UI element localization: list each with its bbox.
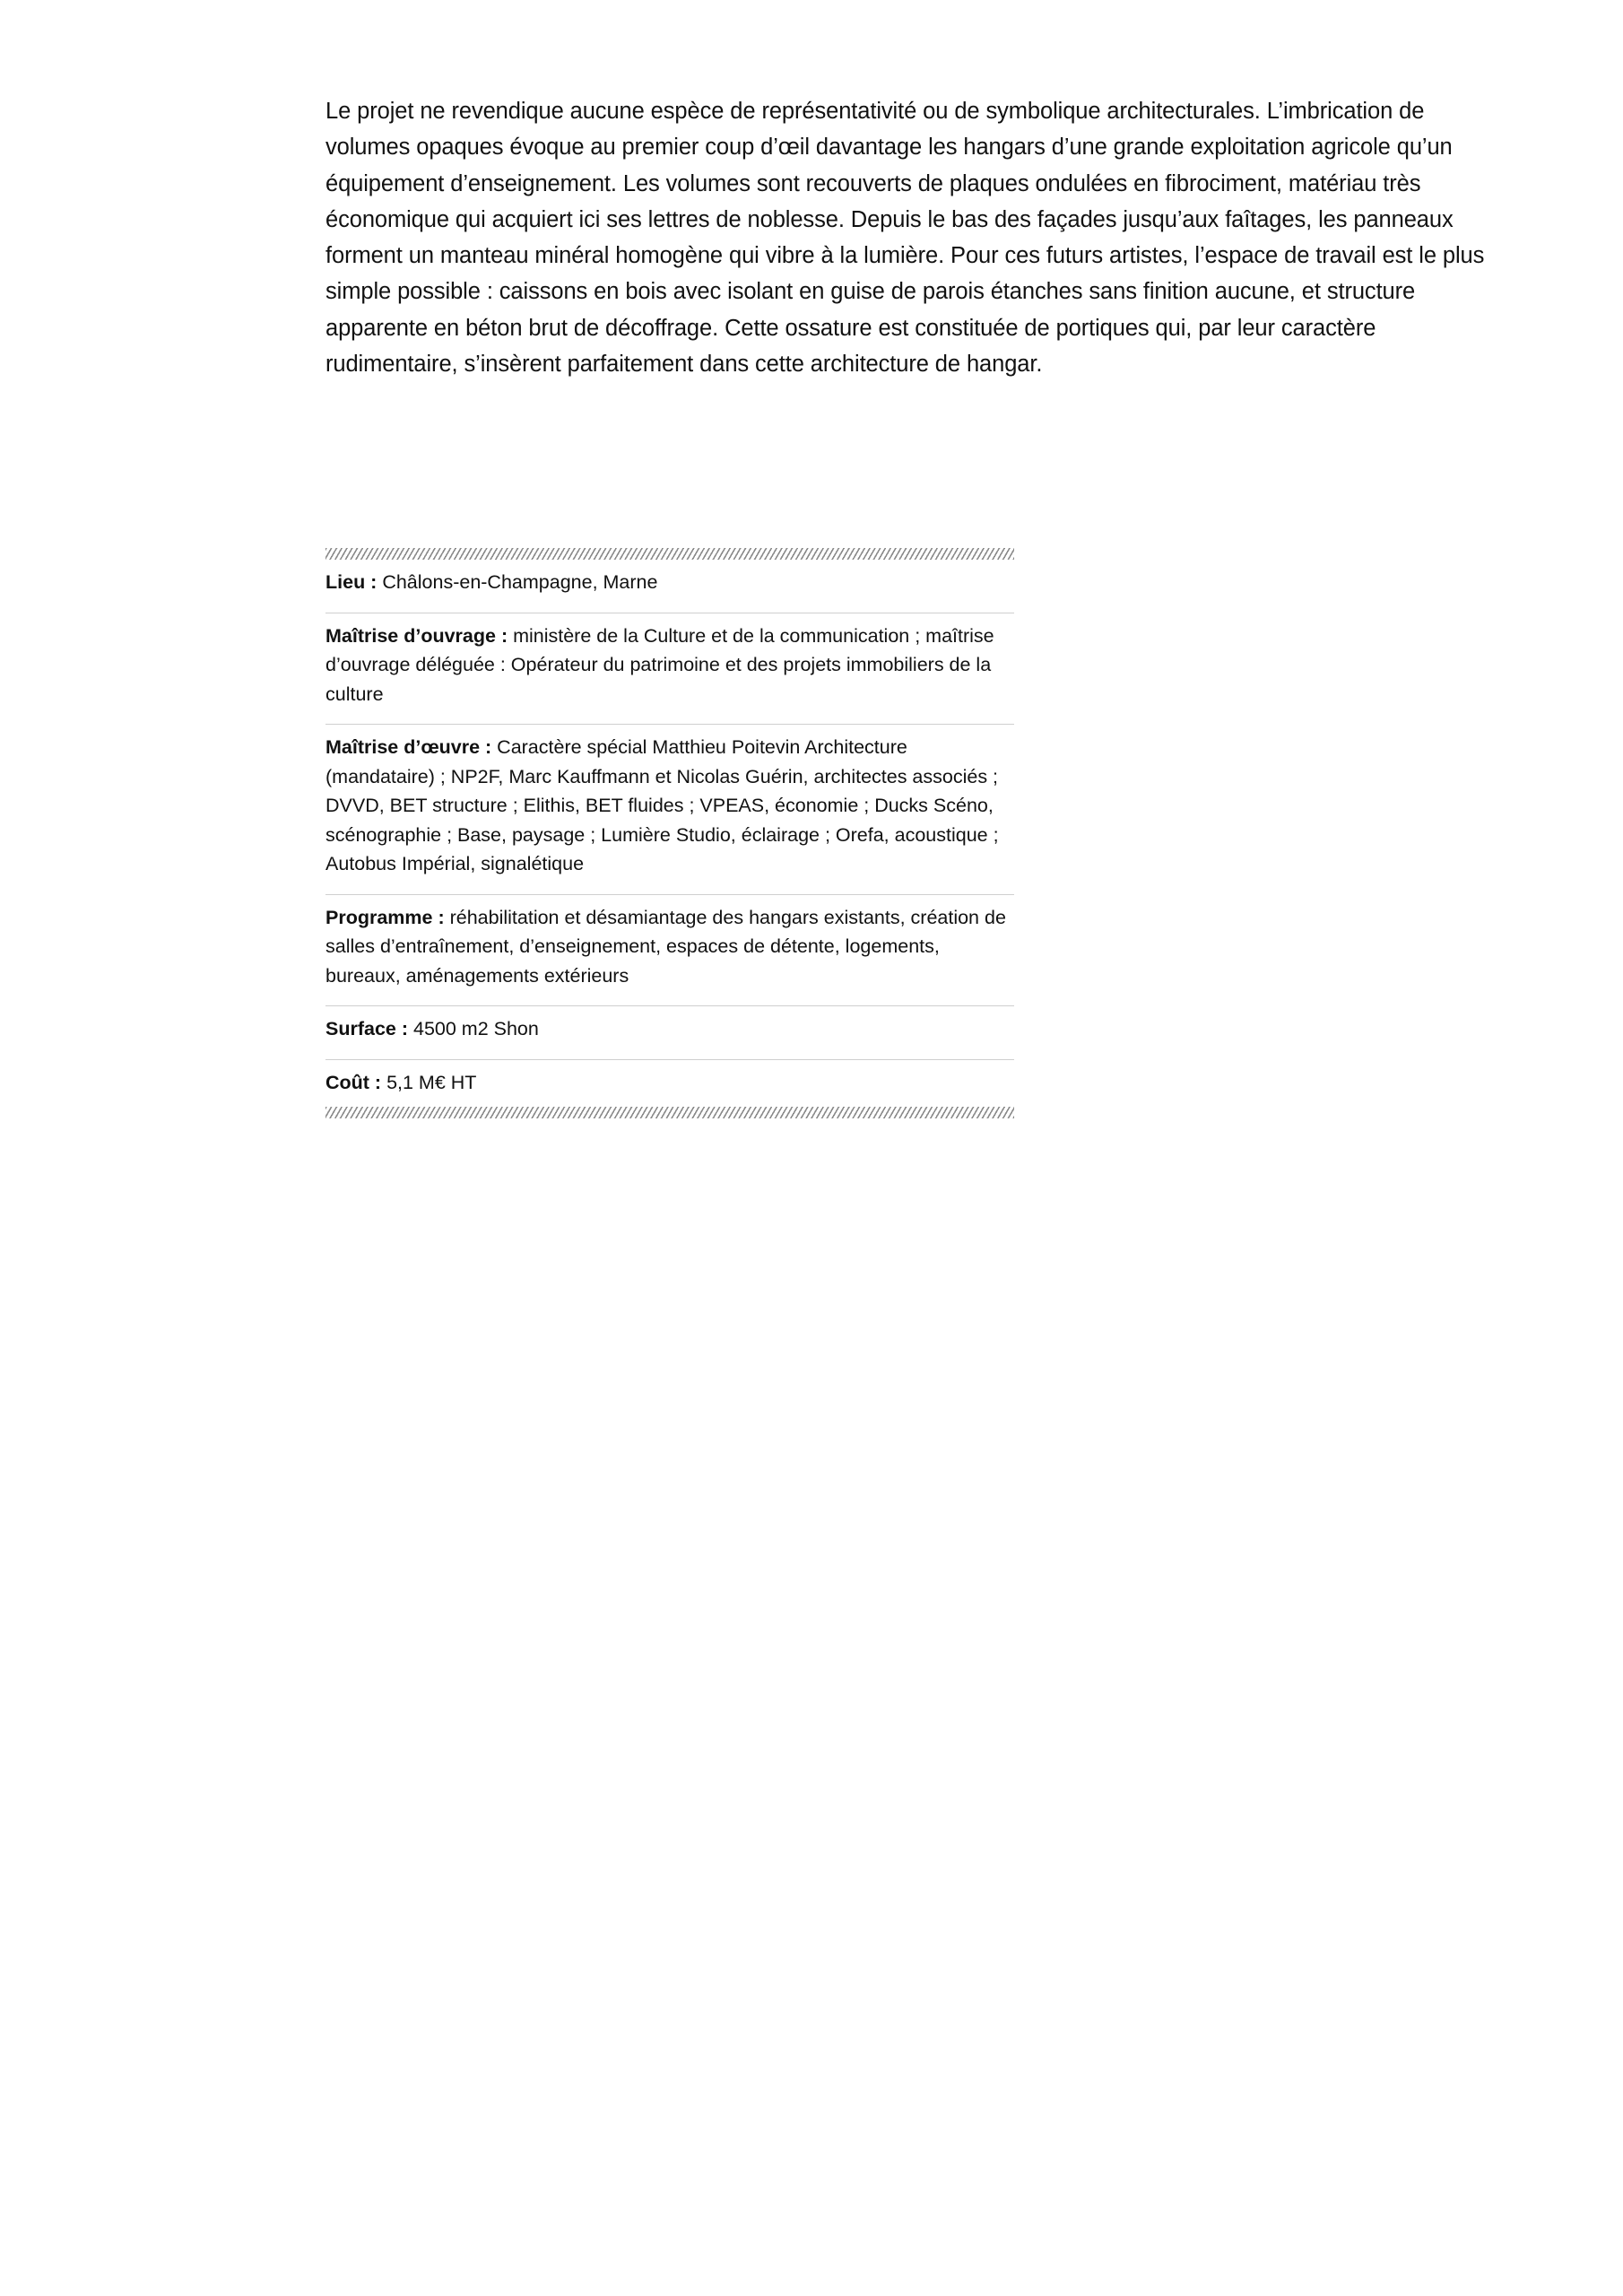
fact-label: Maîtrise d’ouvrage : xyxy=(325,624,508,647)
fact-label: Programme : xyxy=(325,906,445,928)
fact-program xyxy=(325,895,1014,1007)
fact-project-management xyxy=(325,725,1014,895)
project-description: Le projet ne revendique aucune espèce de représentativité ou de symbolique architecturales. L’imbrication de volumes opaques évoque au premier coup d’œil davantage les hangars d’une grande exploitation agricole qu’un équipement d’enseignement. Les volumes sont recouverts de plaques ondulées en fibrociment, matériau très économique qui acquiert ici ses lettres de noblesse. Depuis le bas des façades jusqu’aux faîtages, les panneaux forment un manteau minéral homogène qui vibre à la lumière. Pour ces futurs artistes, l’espace de travail est le plus simple possible : caissons en bois avec isolant en guise de parois étanches sans finition aucune, et structure apparente en béton brut de décoffrage. Cette ossature est constituée de portiques qui, par leur caractère rudimentaire, s’insèrent parfaitement dans cette architecture de hangar. xyxy=(325,99,1485,378)
fact-value: ministère de la Culture et de la communication ; maîtrise d’ouvrage déléguée : Opérateur du patrimoine et des projets immobiliers de la culture xyxy=(325,624,994,705)
fact-value: Châlons-en-Champagne, Marne xyxy=(377,571,658,593)
fact-label: Maîtrise d’œuvre : xyxy=(325,736,492,758)
fact-label: Lieu : xyxy=(325,571,378,593)
hatched-divider-top xyxy=(325,548,1014,560)
fact-cost xyxy=(325,1060,1014,1108)
fact-location xyxy=(325,560,1014,613)
fact-value: réhabilitation et désamiantage des hangars existants, création de salles d’entraînement, d’enseignement, espaces de détente, logements, bureaux, aménagements extérieurs xyxy=(325,906,1006,987)
fact-value: 4500 m2 Shon xyxy=(408,1018,539,1039)
fact-label: Surface : xyxy=(325,1018,409,1039)
fact-value: Caractère spécial Matthieu Poitevin Architecture (mandataire) ; NP2F, Marc Kauffmann et Nicolas Guérin, architectes associés ; DVVD, BET structure ; Elithis, BET fluides ; VPEAS, économie ; Ducks Scéno, scénographie ; Base, paysage ; Lumière Studio, éclairage ; Orefa, acoustique ; Autobus Impérial, signalétique xyxy=(325,736,999,874)
hatched-divider-bottom xyxy=(325,1107,1014,1118)
fact-client xyxy=(325,613,1014,726)
fact-label: Coût : xyxy=(325,1071,382,1093)
fact-value: 5,1 M€ HT xyxy=(381,1071,477,1093)
fact-surface xyxy=(325,1006,1014,1060)
project-facts-box xyxy=(325,548,1014,1118)
